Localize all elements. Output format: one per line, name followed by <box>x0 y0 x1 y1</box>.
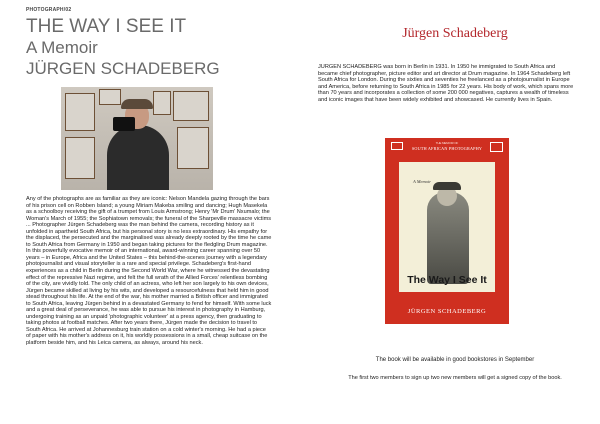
folio-label: PHOTOGRAPH/02 <box>26 7 72 13</box>
author-bio: JURGEN SCHADEBERG was born in Berlin in 1931. In 1950 he immigrated to South Africa and became chief photographer, picture editor and art director at Drum magazine. In 1964 Schadeberg left South Africa for London. During the sixties and seventies he freelanced as a photojournalist in Europe and America, before returning to South Africa in 1985 for 22 years. His body of work, which spans more than 70 years and incorporates a collection of some 200 000 negatives, captures a wealth of timeless and iconic images that have been widely exhibited and showcased. He currently lives in Spain. <box>318 64 574 103</box>
book-cover-photo <box>399 162 495 292</box>
title-line-1: THE WAY I SEE IT <box>26 16 187 37</box>
availability-notice: The book will be available in good bookstores in September <box>375 357 535 363</box>
memoir-body-text: Any of the photographs are as familiar as they are iconic: Nelson Mandela gazing through the bars of his prison cell on Robben Island; a young Miriam Makeba smiling and dancing; Hugh Masekela as a schoolboy receiving the gift of a trumpet from Louis Armstrong; Henry 'Mr Drum' Nxumalo; the Woman's March of 1955; the Sophiatown removals; the funeral of the Sharpeville massacre victims ... Photographer Jürgen Schadeberg was the man behind the camera, recording history as it unfolded in apartheid South Africa, but his personal story is no less extraordinary. His empathy for the displaced, the persecuted and the marginalised was already deeply rooted by the time he came to South Africa from Germany in 1950 and began taking pictures for the fledgling Drum magazine. In this powerfully evocative memoir of an international, award-winning career spanning over 50 years – in Europe, Africa and the United States – this behind-the-scenes journey with a legendary photojournalist and visual storyteller is a rare and special privilege. Schadeberg's first-hand experiences as a child in Berlin during the Second World War, where he witnessed the devastating effect of the repressive Nazi regime, and felt the full wrath of the Allied Forces' relentless bombing of the city, are vividly told. The only child of an actress, who left her son largely to his own devices, Jürgen became skilled at living by his wits, and developed a resourcefulness that held him in good stead throughout his life. At the end of the war, his mother married a British officer and immigrated to South Africa, leaving Jürgen behind in a devastated Germany to fend for himself. With some luck and a great deal of perseverance, he was able to pursue his interest in photography in Hamburg, undergoing training as an unpaid 'photographic volunteer' at a press agency, then graduating to taking photos at football matches. After two years there, Jürgen made the decision to travel to South Africa. He arrived at Johannesburg train station on a cold winter's morning. He had a piece of paper with his mother's address on it, his worldly possessions in a small, cheap suitcase on the platform beside him, and his Leica camera, as always, around his neck. <box>26 196 272 347</box>
book-subtitle: A Memoir <box>413 179 432 184</box>
author-photo <box>61 87 213 190</box>
book-series-prefix: THE MEMOIR OF <box>435 141 459 145</box>
signed-copy-notice: The first two members to sign up two new members will get a signed copy of the book. <box>348 375 562 381</box>
author-heading: Jürgen Schadeberg <box>402 26 508 41</box>
book-series: SOUTH AFRICAN PHOTOGRAPHY <box>411 146 483 151</box>
camera-icon <box>113 117 135 131</box>
book-title: The Way I See It <box>407 274 487 286</box>
title-line-2: A Memoir <box>26 38 98 57</box>
book-cover <box>385 138 509 324</box>
title-line-3: JÜRGEN SCHADEBERG <box>26 59 220 78</box>
memoir-description <box>26 196 272 347</box>
book-author: JÜRGEN SCHADEBERG <box>407 308 487 315</box>
